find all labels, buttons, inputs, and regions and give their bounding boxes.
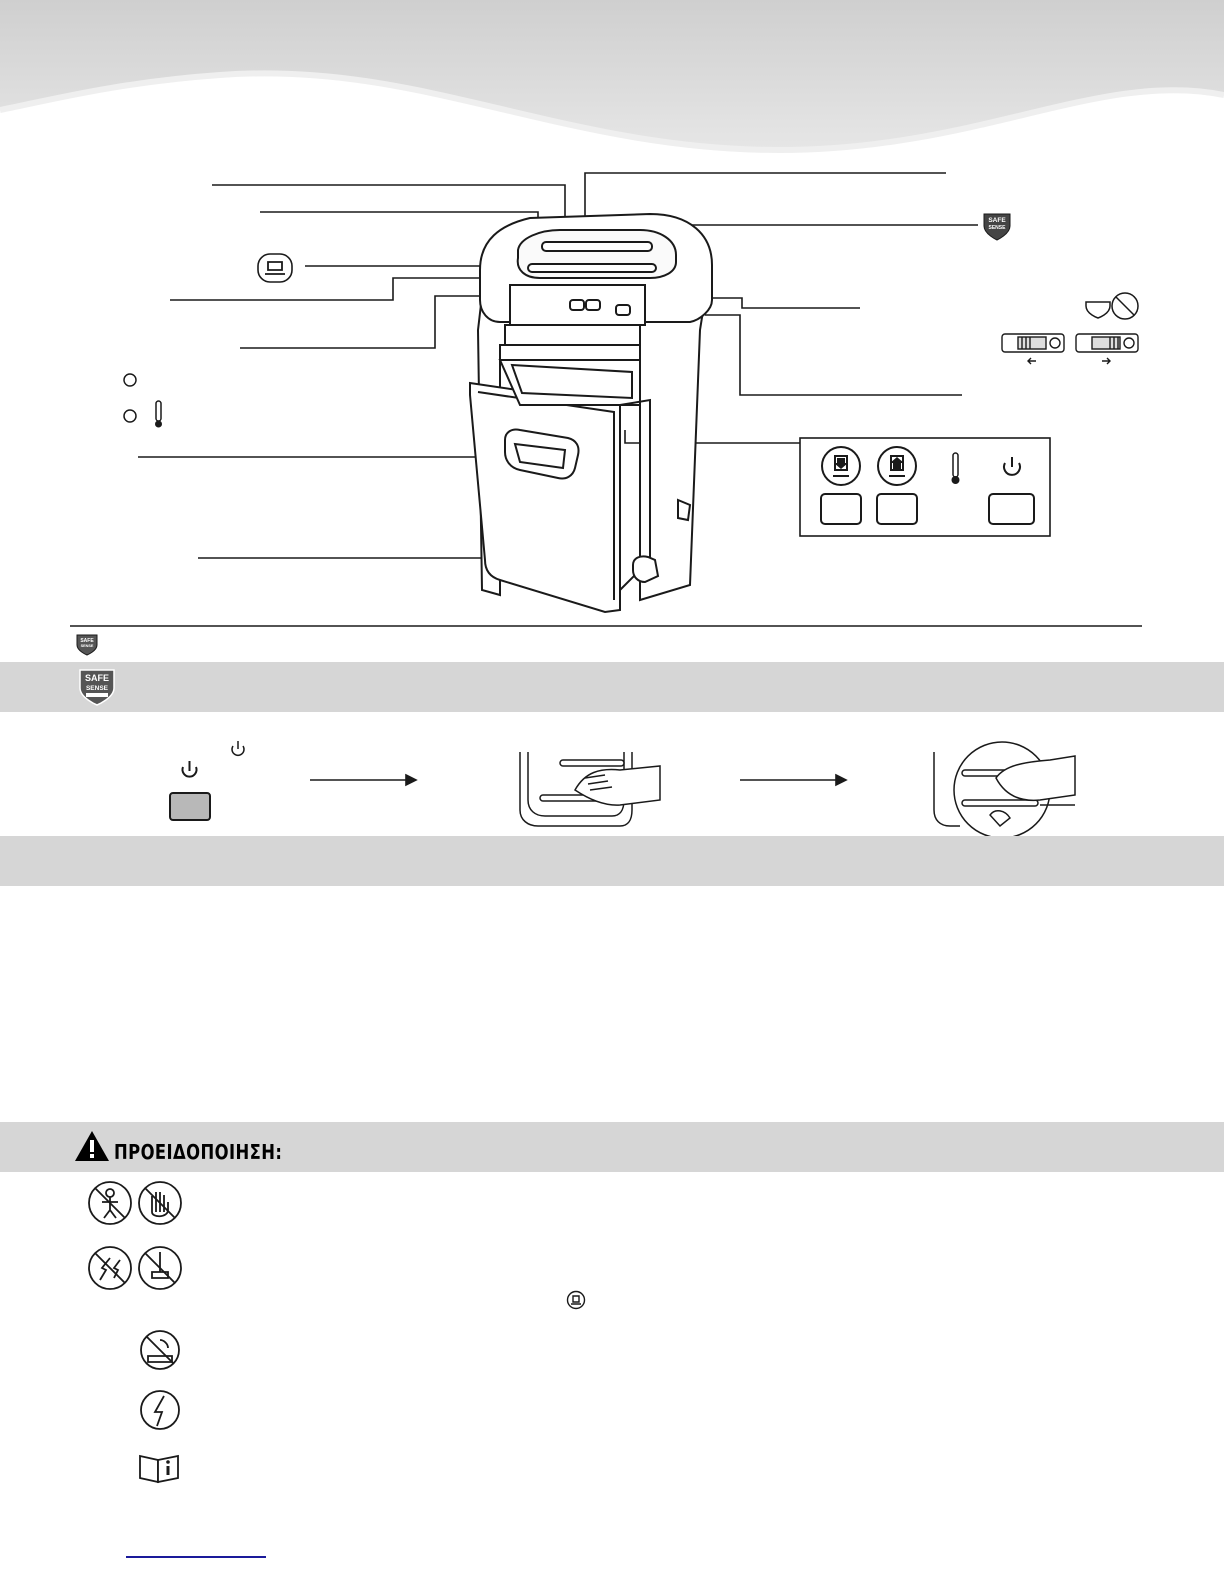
thermometer-icon (155, 401, 162, 428)
safe-sense-band (0, 662, 1224, 712)
warning-title: ΠΡΟΕΙΔΟΠΟΙΗΣΗ: (114, 1140, 283, 1164)
svg-text:SAFE: SAFE (84, 673, 110, 683)
section-band (0, 836, 1224, 886)
step1-power-icon (170, 741, 244, 820)
svg-text:SENSE: SENSE (80, 644, 94, 648)
bin-indicator-icons (1086, 293, 1138, 319)
indicator-light-icon (124, 374, 136, 386)
warning-icons (80, 1180, 190, 1490)
safe-sense-badge (984, 214, 1010, 240)
read-manual-icon (140, 1456, 178, 1482)
svg-text:SENSE: SENSE (988, 225, 1006, 231)
forward-reverse-callout-icon (258, 254, 292, 282)
safe-sense-small-icon (76, 634, 98, 656)
shredder-diagram (0, 160, 1224, 630)
shredder-body (470, 214, 712, 612)
safe-sense-logo (78, 668, 116, 706)
switch-position-icons (1002, 334, 1138, 364)
hand-on-shredder-icon (520, 752, 660, 826)
no-clothing-icon (139, 1247, 181, 1289)
header-wave (0, 0, 1224, 160)
no-hands-icon (139, 1182, 181, 1224)
svg-text:SENSE: SENSE (85, 685, 109, 692)
control-panel-diagram (800, 438, 1050, 536)
svg-text:SAFE: SAFE (988, 217, 1006, 224)
electric-shock-icon (141, 1391, 179, 1429)
safe-sense-steps (0, 712, 1224, 836)
no-children-icon (89, 1182, 131, 1224)
warning-triangle-icon (74, 1130, 110, 1162)
forward-reverse-inline-icon (566, 1290, 586, 1310)
no-aerosol-icon (89, 1247, 131, 1289)
svg-text:SAFE: SAFE (80, 638, 94, 644)
indicator-light-icon (124, 410, 136, 422)
footer-link-underline[interactable] (126, 1556, 266, 1558)
no-liquids-icon (141, 1331, 179, 1369)
hand-touching-panel-icon (934, 742, 1075, 836)
